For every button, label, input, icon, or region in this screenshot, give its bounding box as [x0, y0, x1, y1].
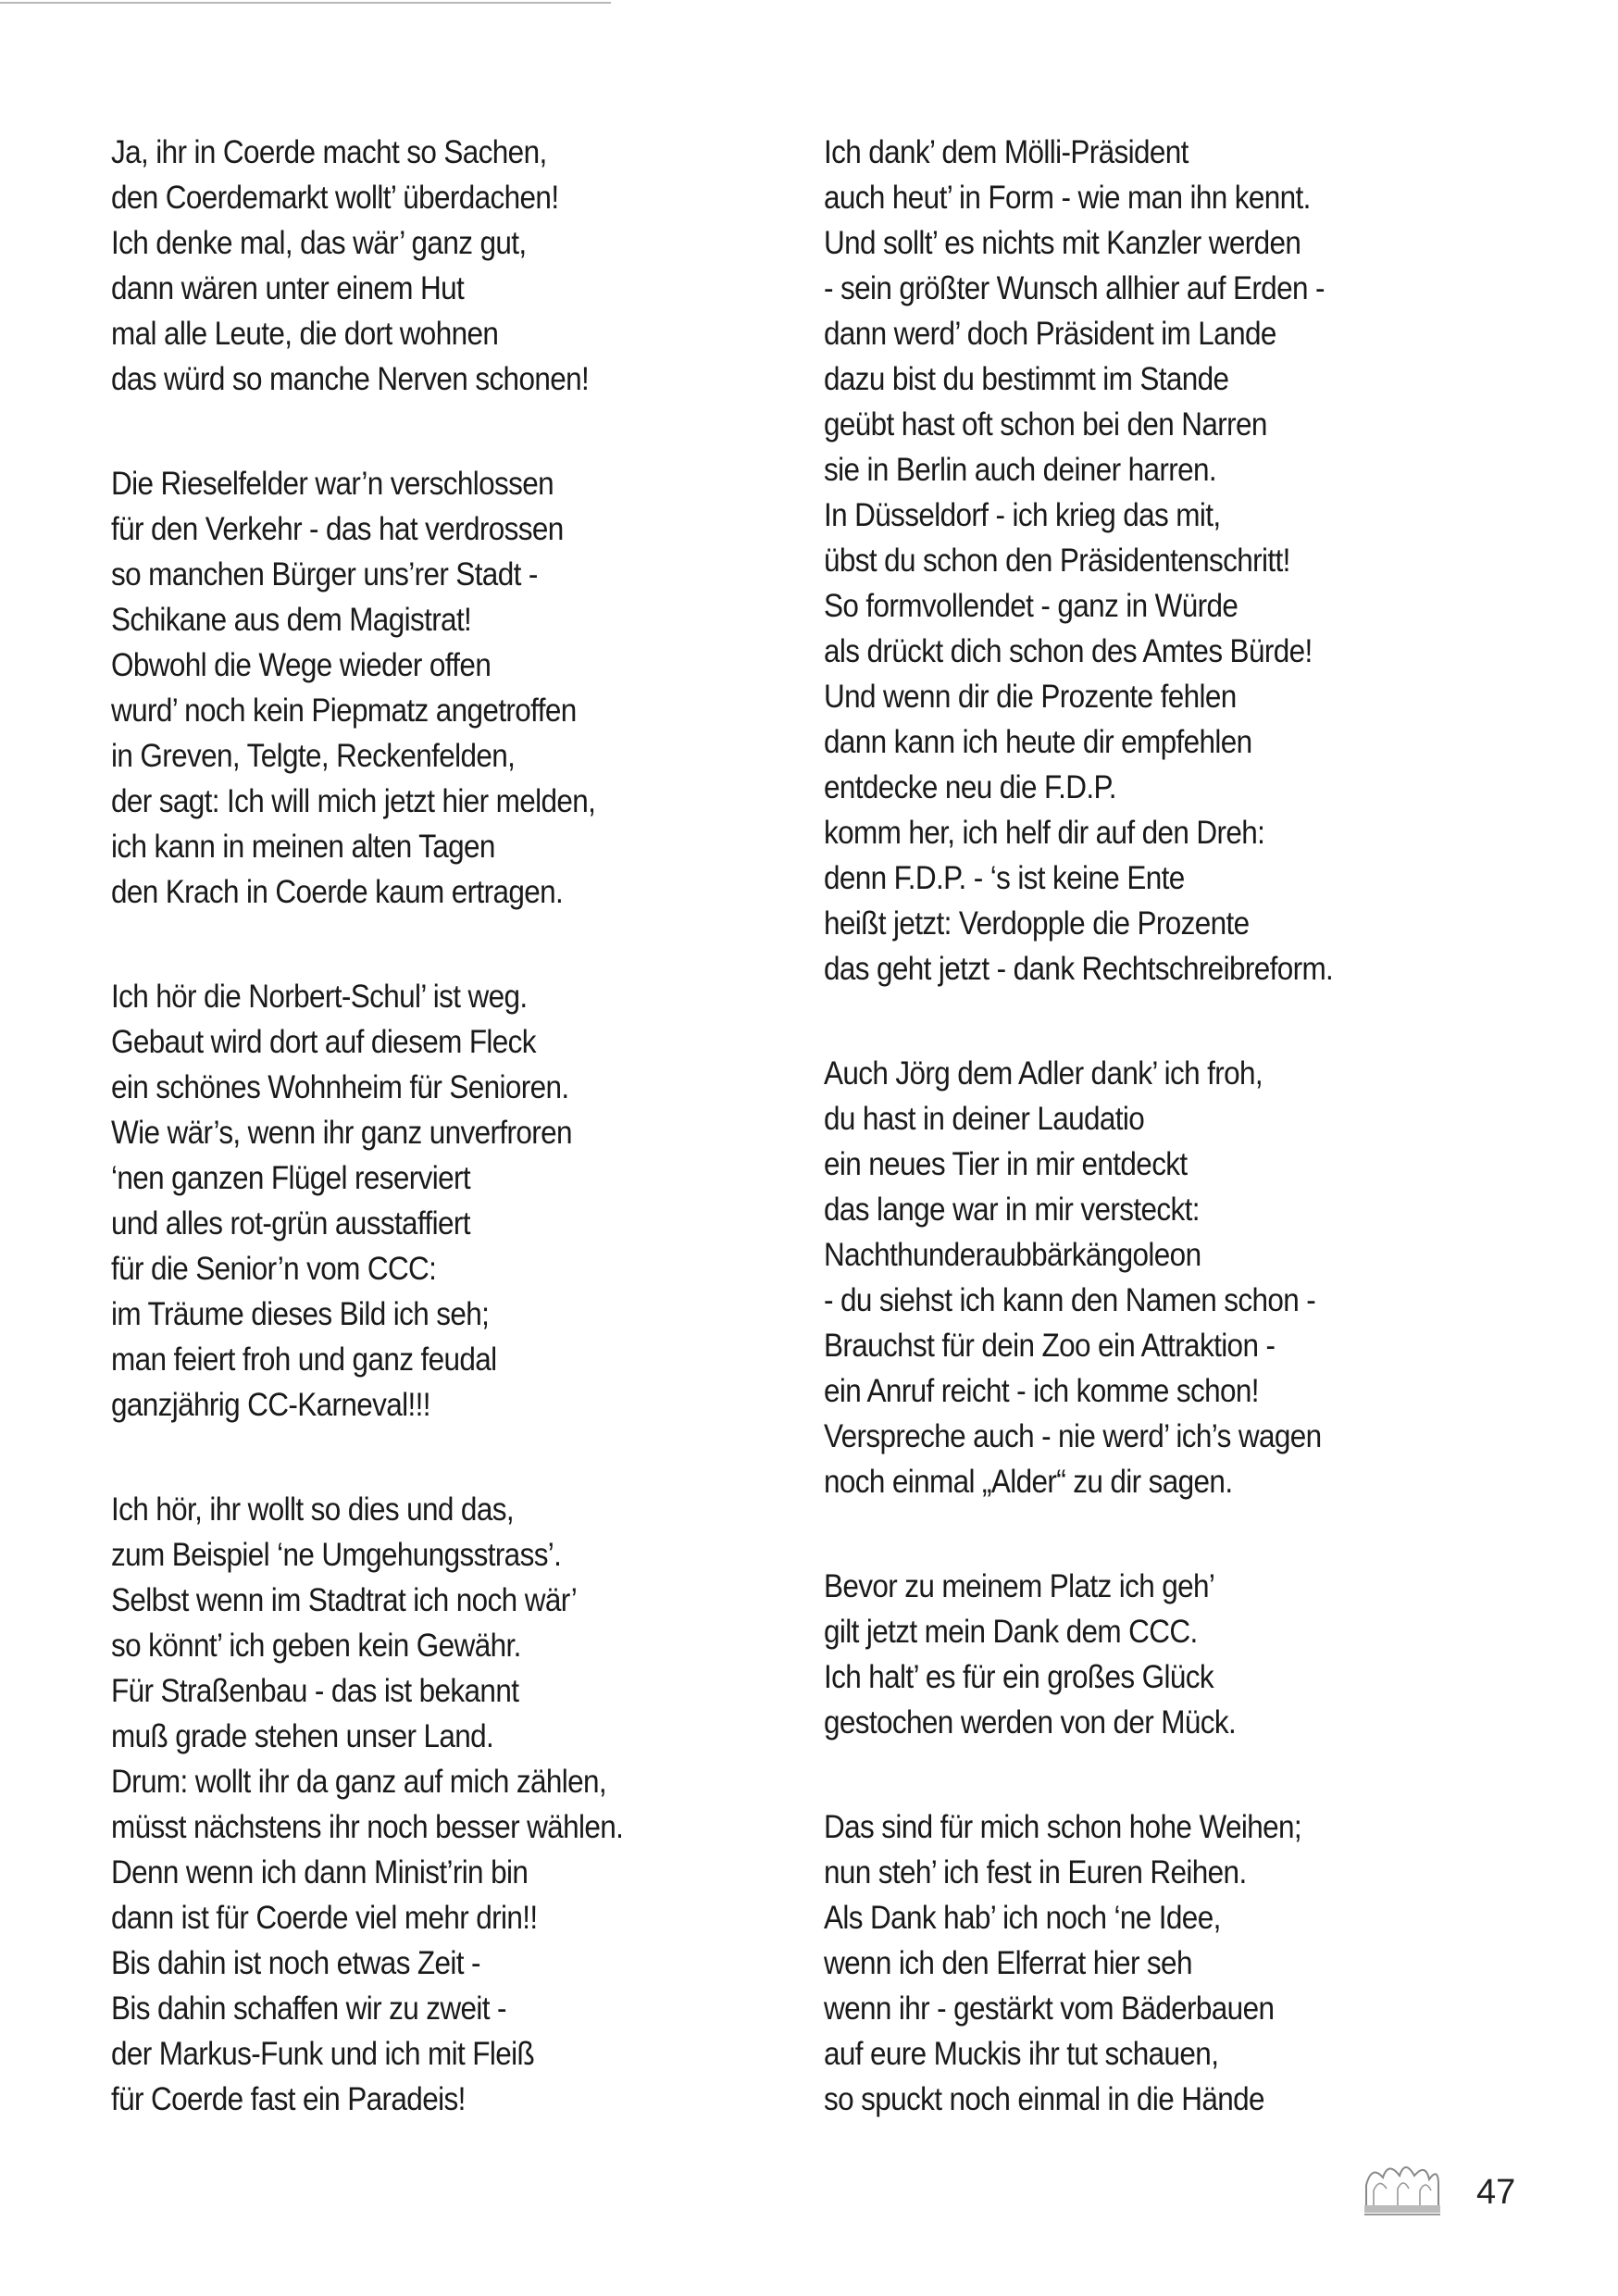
verse-line: Ich denke mal, das wär’ ganz gut, [111, 225, 527, 261]
verse-line: nun steh’ ich fest in Euren Reihen. [824, 1854, 1247, 1890]
verse-line: übst du schon den Präsidentenschritt! [824, 543, 1290, 579]
verse-line: dann werd’ doch Präsident im Lande [824, 316, 1276, 352]
verse-line: Schikane aus dem Magistrat! [111, 602, 472, 638]
verse-line: Obwohl die Wege wieder offen [111, 647, 492, 683]
verse-line: dazu bist du bestimmt im Stande [824, 361, 1229, 397]
verse-line: wenn ihr - gestärkt vom Bäderbauen [824, 1990, 1275, 2027]
verse-line: komm her, ich helf dir auf den Dreh: [824, 815, 1265, 851]
verse-line: für Coerde fast ein Paradeis! [111, 2081, 466, 2117]
verse-line: Ich dank’ dem Mölli-Präsident [824, 134, 1189, 170]
verse-line: das geht jetzt - dank Rechtschreibreform. [824, 951, 1334, 987]
verse-line: den Coerdemarkt wollt’ überdachen! [111, 180, 559, 216]
verse-line: im Träume dieses Bild ich seh; [111, 1296, 490, 1332]
verse-line: Ich hör, ihr wollt so dies und das, [111, 1491, 514, 1528]
verse-line: In Düsseldorf - ich krieg das mit, [824, 497, 1221, 533]
verse-line: mal alle Leute, die dort wohnen [111, 316, 499, 352]
verse-line: der sagt: Ich will mich jetzt hier melden, [111, 783, 596, 819]
verse-line: wurd’ noch kein Piepmatz angetroffen [111, 693, 577, 729]
verse-line: gilt jetzt mein Dank dem CCC. [824, 1614, 1198, 1650]
verse-line: Nachthunderaubbärkängoleon [824, 1237, 1201, 1273]
verse-line: und alles rot-grün ausstaffiert [111, 1205, 470, 1242]
verse-line: Bis dahin ist noch etwas Zeit - [111, 1945, 480, 1981]
verse-line: das würd so manche Nerven schonen! [111, 361, 590, 397]
verse-line: in Greven, Telgte, Reckenfelden, [111, 738, 516, 774]
verse-line: Bevor zu meinem Platz ich geh’ [824, 1568, 1215, 1604]
verse-line: für den Verkehr - das hat verdrossen [111, 511, 564, 547]
verse-line: müsst nächstens ihr noch besser wählen. [111, 1809, 624, 1845]
verse-line: das lange war in mir versteckt: [824, 1192, 1200, 1228]
verse-line: dann kann ich heute dir empfehlen [824, 724, 1252, 760]
stanza [111, 130, 744, 402]
verse-line: ein schönes Wohnheim für Senioren. [111, 1069, 569, 1105]
verse-line: heißt jetzt: Verdopple die Prozente [824, 905, 1250, 942]
stanza [111, 461, 744, 915]
verse-line: auf eure Muckis ihr tut schauen, [824, 2036, 1219, 2072]
verse-line: Verspreche auch - nie werd’ ich’s wagen [824, 1418, 1322, 1454]
verse-line: Selbst wenn im Stadtrat ich noch wär’ [111, 1582, 578, 1618]
verse-line: Gebaut wird dort auf diesem Fleck [111, 1024, 536, 1060]
verse-line: wenn ich den Elferrat hier seh [824, 1945, 1192, 1981]
verse-line: den Krach in Coerde kaum ertragen. [111, 874, 564, 910]
verse-line: als drückt dich schon des Amtes Bürde! [824, 633, 1313, 669]
stanza [824, 130, 1457, 992]
stanza [111, 974, 744, 1428]
stanza [824, 1564, 1457, 1745]
verse-line: Drum: wollt ihr da ganz auf mich zählen, [111, 1764, 607, 1800]
verse-line: Ich hör die Norbert-Schul’ ist weg. [111, 979, 528, 1015]
carnival-crest-icon [1361, 2157, 1444, 2218]
verse-line: man feiert froh und ganz feudal [111, 1341, 497, 1378]
verse-line: Ja, ihr in Coerde macht so Sachen, [111, 134, 547, 170]
stanza [111, 1487, 744, 2122]
verse-line: Und sollt’ es nichts mit Kanzler werden [824, 225, 1301, 261]
verse-line: Und wenn dir die Prozente fehlen [824, 679, 1237, 715]
stanza [824, 1051, 1457, 1504]
verse-line: zum Beispiel ‘ne Umgehungsstrass’. [111, 1537, 562, 1573]
verse-line: für die Senior’n vom CCC: [111, 1251, 437, 1287]
verse-line: Für Straßenbau - das ist bekannt [111, 1673, 519, 1709]
verse-line: muß grade stehen unser Land. [111, 1718, 494, 1754]
verse-line: gestochen werden von der Mück. [824, 1704, 1237, 1741]
verse-line: Wie wär’s, wenn ihr ganz unverfroren [111, 1115, 572, 1151]
verse-line: ‘nen ganzen Flügel reserviert [111, 1160, 470, 1196]
verse-line: ein Anruf reicht - ich komme schon! [824, 1373, 1259, 1409]
verse-line: noch einmal „Alder“ zu dir sagen. [824, 1464, 1233, 1500]
verse-line: du hast in deiner Laudatio [824, 1101, 1145, 1137]
verse-line: Das sind für mich schon hohe Weihen; [824, 1809, 1302, 1845]
verse-line: auch heut’ in Form - wie man ihn kennt. [824, 180, 1311, 216]
verse-line: ganzjährig CC-Karneval!!! [111, 1387, 430, 1423]
verse-line: sie in Berlin auch deiner harren. [824, 452, 1216, 488]
verse-line: denn F.D.P. - ‘s ist keine Ente [824, 860, 1185, 896]
top-rule [0, 2, 611, 4]
verse-line: der Markus-Funk und ich mit Fleiß [111, 2036, 535, 2072]
verse-line: dann wären unter einem Hut [111, 270, 465, 306]
verse-line: Denn wenn ich dann Minist’rin bin [111, 1854, 529, 1890]
verse-line: so spuckt noch einmal in die Hände [824, 2081, 1264, 2117]
verse-line: Auch Jörg dem Adler dank’ ich froh, [824, 1055, 1263, 1092]
verse-line: - du siehst ich kann den Namen schon - [824, 1282, 1316, 1318]
verse-line: so manchen Bürger uns’rer Stadt - [111, 556, 538, 593]
verse-line: so könnt’ ich geben kein Gewähr. [111, 1628, 521, 1664]
verse-line: dann ist für Coerde viel mehr drin!! [111, 1900, 538, 1936]
page-number: 47 [1476, 2173, 1516, 2212]
verse-line: Die Rieselfelder war’n verschlossen [111, 466, 554, 502]
verse-line: geübt hast oft schon bei den Narren [824, 406, 1267, 443]
verse-line: ein neues Tier in mir entdeckt [824, 1146, 1188, 1182]
page-footer [1361, 2157, 1555, 2222]
verse-line: ich kann in meinen alten Tagen [111, 829, 495, 865]
verse-line: So formvollendet - ganz in Würde [824, 588, 1238, 624]
verse-line: - sein größter Wunsch allhier auf Erden - [824, 270, 1325, 306]
verse-line: entdecke neu die F.D.P. [824, 769, 1116, 805]
poem-column-left [111, 130, 815, 2122]
verse-line: Als Dank hab’ ich noch ‘ne Idee, [824, 1900, 1221, 1936]
verse-line: Ich halt’ es für ein großes Glück [824, 1659, 1214, 1695]
poem-column-right [824, 130, 1527, 2122]
stanza [824, 1804, 1457, 2122]
verse-line: Brauchst für dein Zoo ein Attraktion - [824, 1328, 1276, 1364]
verse-line: Bis dahin schaffen wir zu zweit - [111, 1990, 506, 2027]
